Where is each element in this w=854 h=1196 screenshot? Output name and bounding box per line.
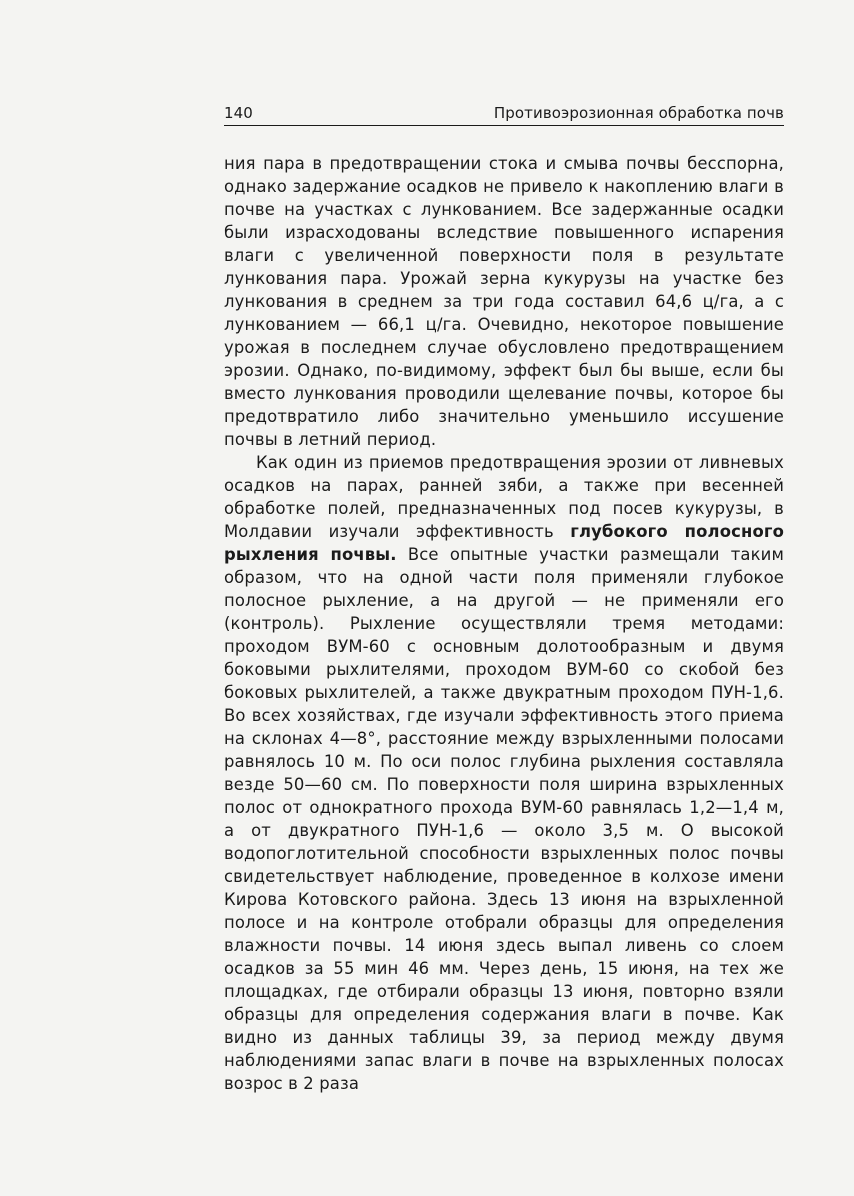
paragraph-2-start: Как один из приемов предотвращения эрозии от ливневых осадков на парах, ранней зяби, а также при весенней обработке полей, предназначенных под посев кукурузы, в Молдавии изучали эффективность xyxy=(224,453,784,541)
header-rule xyxy=(224,125,784,126)
paragraph-2-rest: Все опытные участки размещали таким образом, что на одной части поля применяли глубокое полосное рыхление, а на другой — не применяли его (контроль). Рыхление осуществляли тремя методами: проходом ВУМ-60 с основным долотообразным и двумя боковыми рыхлителями, проходом ВУМ-60 со скобой без боковых рыхлителей, а также двукратным проходом ПУН-1,6. Во всех хозяйствах, где изучали эффективность этого приема на склонах 4—8°, расстояние между взрыхленными полосами равнялось 10 м. По оси полос глубина рыхления составляла везде 50—60 см. По поверхности поля ширина взрыхленных полос от однократного прохода ВУМ-60 равнялась 1,2—1,4 м, а от двукратного ПУН-1,6 — около 3,5 м. О высокой водопоглотительной способности взрыхленных полос почвы свидетельствует наблюдение, проведенное в колхозе имени Кирова Котовского района. Здесь 13 июня на взрыхленной полосе и на контроле отобрали образцы для определения влажности почвы. 14 июня здесь выпал ливень со слоем осадков за 55 мин 46 мм. Через день, 15 июня, на тех же площадках, где отбирали образцы 13 июня, повторно взяли образцы для определения содержания влаги в почве. Как видно из данных таблицы 39, за период между двумя наблюдениями запас влаги в почве на взрыхленных полосах возрос в 2 раза xyxy=(224,545,784,1093)
page-header xyxy=(224,94,784,122)
body-text xyxy=(224,152,784,1095)
paragraph-1: ния пара в предотвращении стока и смыва почвы бесспорна, однако задержание осадков не привело к накоплению влаги в почве на участках с лункованием. Все задержанные осадки были израсходованы вследствие повышенного испарения влаги с увеличенной поверхности поля в результате лункования пара. Урожай зерна кукурузы на участке без лункования в среднем за три года составил 64,6 ц/га, а с лункованием — 66,1 ц/га. Очевидно, некоторое повышение урожая в последнем случае обусловлено предотвращением эрозии. Однако, по-видимому, эффект был бы выше, если бы вместо лункования проводили щелевание почвы, которое бы предотвратило либо значительно уменьшило иссушение почвы в летний период. xyxy=(224,154,784,449)
running-title: Противоэрозионная обработка почв xyxy=(493,104,784,122)
page-number: 140 xyxy=(224,104,253,122)
bold-term: глубокого полосного рыхления почвы. xyxy=(224,522,784,564)
paragraph-2 xyxy=(224,451,784,1095)
